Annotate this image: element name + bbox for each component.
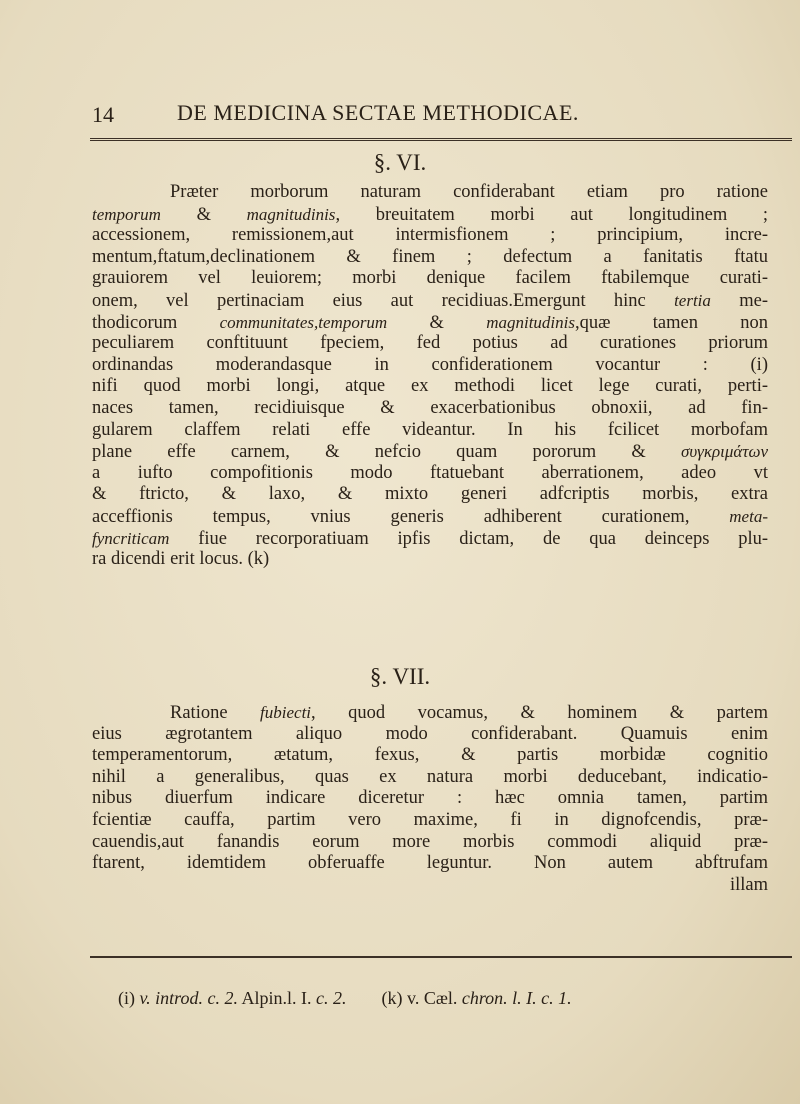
- text-line: nibus diuerfum indicare diceretur : hæc omnia tamen, partim: [92, 788, 768, 809]
- text-line: illam: [729, 874, 768, 895]
- text-line: thodicorum communitates,temporum & magnitudinis,quæ tamen non: [92, 312, 769, 333]
- section-vii-paragraph: [92, 702, 768, 896]
- text-line: nihil a generalibus, quas ex natura morbi deducebant, indicatio-: [92, 766, 768, 787]
- section-heading-vi: §. VI.: [373, 150, 427, 175]
- text-line: peculiarem conftituunt fpeciem, fed potius ad curationes priorum: [92, 333, 768, 354]
- text-line: Ratione fubiecti, quod vocamus, & hominem & partem: [170, 703, 768, 723]
- text-line: ra dicendi erit locus. (k): [92, 549, 270, 570]
- section-vi-paragraph: [92, 182, 768, 571]
- footnote-k: (k) v. Cæl. chron. l. I. c. 1.: [381, 988, 572, 1008]
- footnote-rule: [90, 956, 792, 958]
- section-heading-vii: §. VII.: [369, 664, 431, 689]
- text-line: eius ægrotantem aliquo modo confiderabant. Quamuis enim: [92, 723, 768, 744]
- text-line: & ftricto, & laxo, & mixto generi adfcriptis morbis, extra: [92, 484, 768, 505]
- footnote-i: (i) v. introd. c. 2. Alpin.l. I. c. 2.: [118, 988, 347, 1008]
- page-header: [92, 96, 792, 128]
- text-line: cauendis,aut fanandis eorum more morbis commodi aliquid præ-: [92, 831, 768, 852]
- text-line: fyncriticam fiue recorporatiuam ipfis dictam, de qua deinceps plu-: [92, 528, 768, 549]
- header-rule: [90, 138, 792, 141]
- text-line: grauiorem vel leuiorem; morbi denique facilem ftabilemque curati-: [92, 268, 768, 289]
- page-number: 14: [92, 102, 114, 127]
- running-title: DE MEDICINA SECTAE METHODICAE.: [177, 100, 579, 125]
- text-line: onem, vel pertinaciam eius aut recidiuas.Emergunt hinc tertia me-: [92, 290, 768, 311]
- text-line: temperamentorum, ætatum, fexus, & partis morbidæ cognitio: [92, 745, 768, 766]
- text-line: naces tamen, recidiuisque & exacerbationibus obnoxii, ad fin-: [92, 397, 768, 418]
- text-line: plane effe carnem, & nefcio quam pororum & συγκριμάτων: [92, 442, 768, 463]
- text-line: ftarent, idemtidem obferuaffe leguntur. Non autem abftrufam: [92, 853, 768, 874]
- text-line: Præter morborum naturam confiderabant etiam pro ratione: [170, 182, 768, 202]
- text-line: temporum & magnitudinis, breuitatem morbi aut longitudinem ;: [92, 204, 768, 225]
- text-line: acceffionis tempus, vnius generis adhiberent curationem, meta-: [92, 506, 768, 527]
- text-line: a iufto compofitionis modo ftatuebant aberrationem, adeo vt: [92, 462, 768, 483]
- text-line: mentum,ftatum,declinationem & finem ; defectum a fanitatis ftatu: [92, 246, 768, 267]
- text-line: accessionem, remissionem,aut intermisfionem ; principium, incre-: [92, 225, 768, 246]
- text-line: gularem claffem relati effe videantur. In his fcilicet morbofam: [92, 419, 768, 440]
- footnotes: [118, 988, 718, 1009]
- text-line: fcientiæ cauffa, partim vero maxime, fi in dignofcendis, præ-: [92, 809, 768, 830]
- text-line: nifi quod morbi longi, atque ex methodi licet lege curati, perti-: [92, 376, 768, 397]
- text-line: ordinandas moderandasque in confiderationem vocantur : (i): [92, 354, 768, 375]
